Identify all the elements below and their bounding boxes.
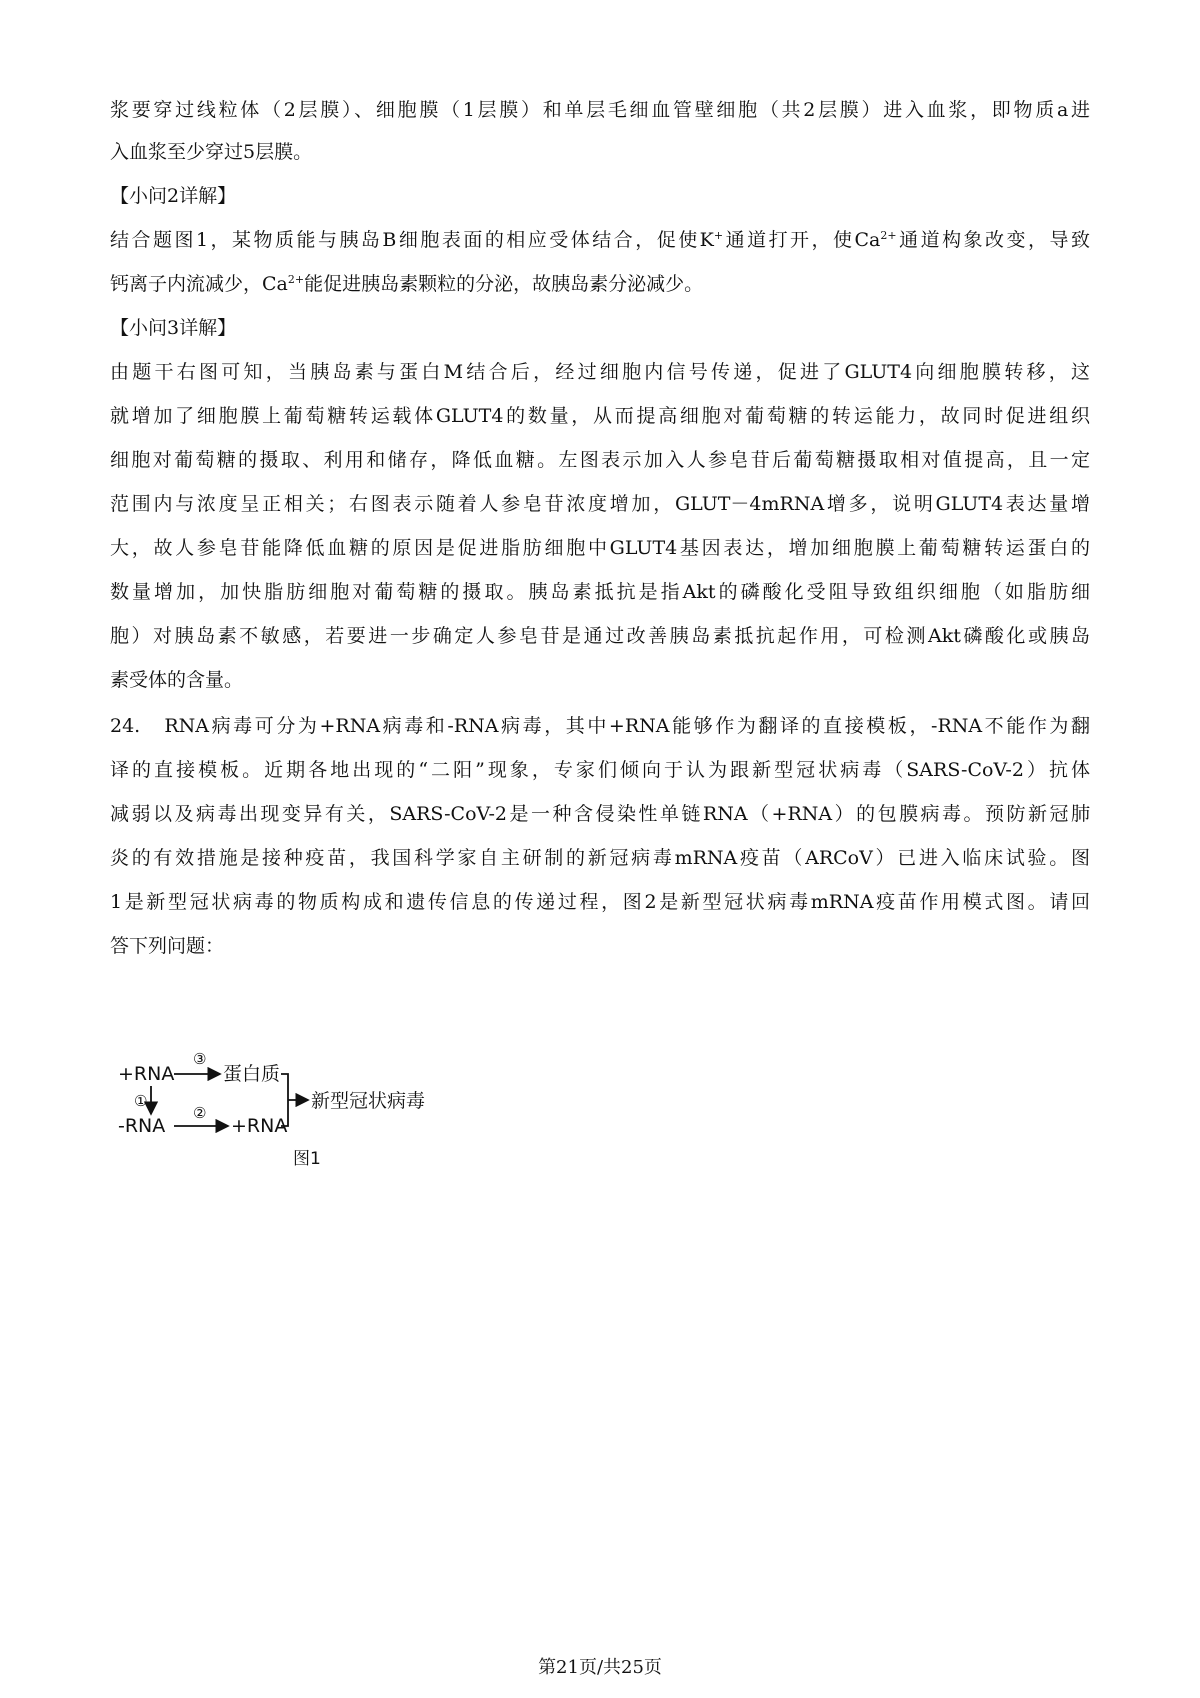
node-plus-rna: +RNA — [118, 1063, 175, 1085]
node-minus-rna: -RNA — [118, 1115, 166, 1137]
figure-caption: 图1 — [293, 1149, 321, 1169]
node-virus: 新型冠状病毒 — [311, 1090, 426, 1112]
figure-1-diagram — [118, 1050, 498, 1170]
text-line: 浆要穿过线粒体（2层膜）、细胞膜（1层膜）和单层毛细血管壁细胞（共2层膜）进入血浆，即物质a进 — [110, 99, 1090, 121]
text-line: 范围内与浓度呈正相关；右图表示随着人参皂苷浓度增加，GLUT－4mRNA增多，说明GLUT4表达量增 — [110, 493, 1090, 515]
node-plus-rna-2: +RNA — [231, 1115, 288, 1137]
section-heading: 【小问2详解】 — [110, 185, 237, 207]
step-3-label: ③ — [193, 1050, 207, 1068]
question-line: 炎的有效措施是接种疫苗，我国科学家自主研制的新冠病毒mRNA疫苗（ARCoV）已进入临床试验。图 — [110, 847, 1090, 869]
question-line: 减弱以及病毒出现变异有关，SARS-CoV-2是一种含侵染性单链RNA（+RNA）的包膜病毒。预防新冠肺 — [110, 803, 1090, 825]
text-line: 入血浆至少穿过5层膜。 — [110, 141, 313, 163]
page-number: 第21页/共25页 — [538, 1657, 662, 1678]
text-line: 结合题图1，某物质能与胰岛B细胞表面的相应受体结合，促使K+通道打开，使$Ca^{2+}$通道构象改变，导致 — [110, 229, 1090, 251]
question-line: 译的直接模板。近期各地出现的“二阳”现象，专家们倾向于认为跟新型冠状病毒（SARS-CoV-2）抗体 — [110, 759, 1090, 781]
step-2-label: ② — [193, 1104, 207, 1122]
text-line: 钙离子内流减少，$Ca^{2+}$能促进胰岛素颗粒的分泌，故胰岛素分泌减少。 — [110, 273, 704, 295]
text-line: 细胞对葡萄糖的摄取、利用和储存，降低血糖。左图表示加入人参皂苷后葡萄糖摄取相对值提高，且一定 — [110, 449, 1090, 471]
question-line: 答下列问题： — [110, 935, 225, 957]
text-line: 数量增加，加快脂肪细胞对葡萄糖的摄取。胰岛素抵抗是指Akt的磷酸化受阻导致组织细胞（如脂肪细 — [110, 581, 1090, 603]
text-line: 就增加了细胞膜上葡萄糖转运载体GLUT4的数量，从而提高细胞对葡萄糖的转运能力，故同时促进组织 — [110, 405, 1090, 427]
step-1-label: ① — [134, 1092, 148, 1110]
question-line: 1是新型冠状病毒的物质构成和遗传信息的传递过程，图2是新型冠状病毒mRNA疫苗作用模式图。请回 — [110, 891, 1090, 913]
section-heading: 【小问3详解】 — [110, 317, 237, 339]
text-line: 素受体的含量。 — [110, 669, 244, 691]
question-line: 24. RNA病毒可分为+RNA病毒和-RNA病毒，其中+RNA能够作为翻译的直接模板，-RNA不能作为翻 — [110, 715, 1090, 737]
text-line: 胞）对胰岛素不敏感，若要进一步确定人参皂苷是通过改善胰岛素抵抗起作用，可检测Akt磷酸化或胰岛 — [110, 625, 1090, 647]
node-protein: 蛋白质 — [223, 1063, 281, 1085]
text-line: 由题干右图可知，当胰岛素与蛋白M结合后，经过细胞内信号传递，促进了GLUT4向细胞膜转移，这 — [110, 361, 1090, 383]
text-line: 大，故人参皂苷能降低血糖的原因是促进脂肪细胞中GLUT4基因表达，增加细胞膜上葡萄糖转运蛋白的 — [110, 537, 1090, 559]
